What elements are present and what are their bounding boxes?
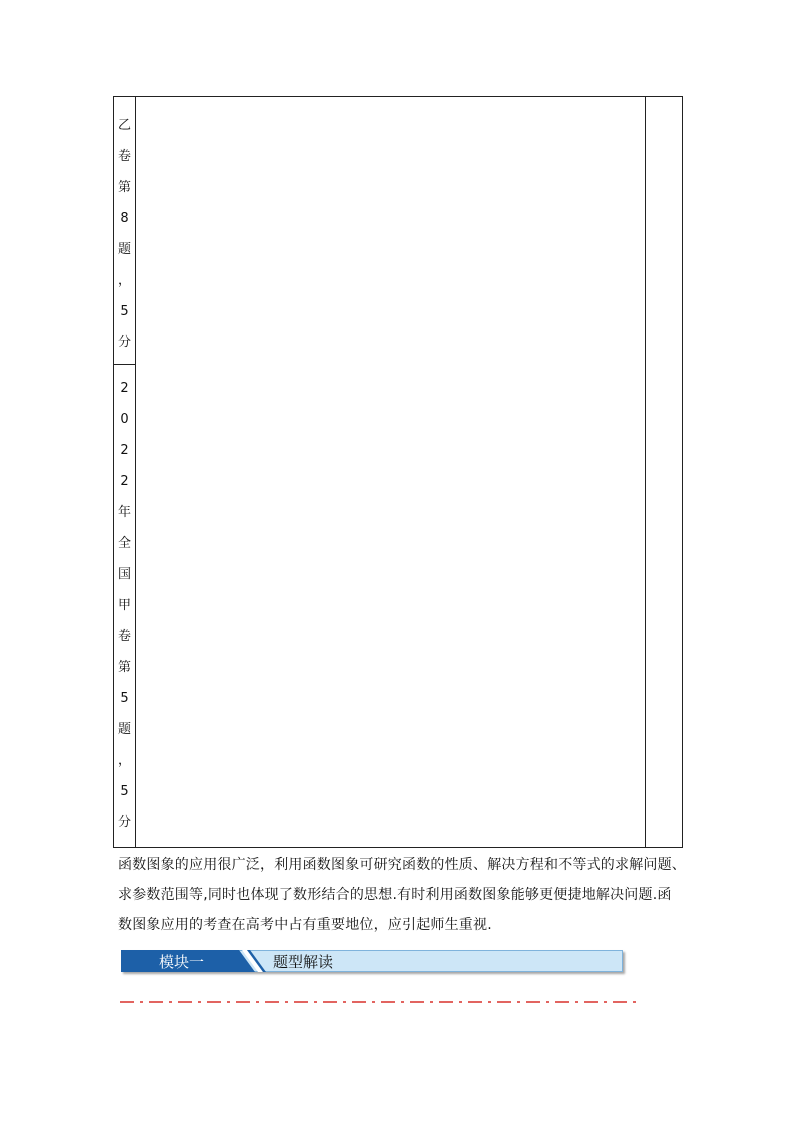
cell-char: ， xyxy=(117,273,131,288)
cell-char: 5 xyxy=(120,691,129,706)
dash-dot-divider xyxy=(120,998,640,1006)
cell-char: 5 xyxy=(120,784,129,799)
cell-char: 第 xyxy=(117,660,131,675)
cell-char: 题 xyxy=(117,242,131,257)
cell-char: 0 xyxy=(120,412,129,427)
cell-char: 第 xyxy=(117,180,131,195)
cell-char: 甲 xyxy=(117,598,131,613)
cell-char: 题 xyxy=(117,722,131,737)
cell-char: 2 xyxy=(120,381,129,396)
cell-char: 乙 xyxy=(117,118,131,133)
cell-char: 8 xyxy=(120,211,129,226)
cell-char: 全 xyxy=(117,536,131,551)
cell-char: 分 xyxy=(117,335,131,350)
cell-char: 分 xyxy=(117,815,131,830)
exam-table xyxy=(113,96,683,848)
cell-char: 国 xyxy=(117,567,131,582)
intro-line-1: 函数图象的应用很广泛，利用函数图象可研究函数的性质、解决方程和不等式的求解问题、 xyxy=(118,857,686,873)
cell-char: 5 xyxy=(120,304,129,319)
intro-line-3: 数图象应用的考查在高考中占有重要地位，应引起师生重视. xyxy=(118,917,492,933)
section-banner xyxy=(121,947,623,973)
cell-char: 2 xyxy=(120,443,129,458)
section-title: 题型解读 xyxy=(273,953,334,971)
cell-char: 2 xyxy=(120,474,129,489)
module-label: 模块一 xyxy=(159,953,205,971)
intro-line-2: 求参数范围等,同时也体现了数形结合的思想.有时利用函数图象能够更便捷地解决问题.函 xyxy=(118,887,672,903)
cell-char: 卷 xyxy=(117,149,131,164)
cell-char: 年 xyxy=(117,505,131,520)
row-divider xyxy=(113,364,136,365)
cell-char: ， xyxy=(117,753,131,768)
cell-exam-source-top xyxy=(113,110,136,358)
cell-exam-source-bottom xyxy=(113,373,136,838)
column-divider-2 xyxy=(645,96,646,848)
table-border xyxy=(113,96,683,848)
cell-char: 卷 xyxy=(117,629,131,644)
